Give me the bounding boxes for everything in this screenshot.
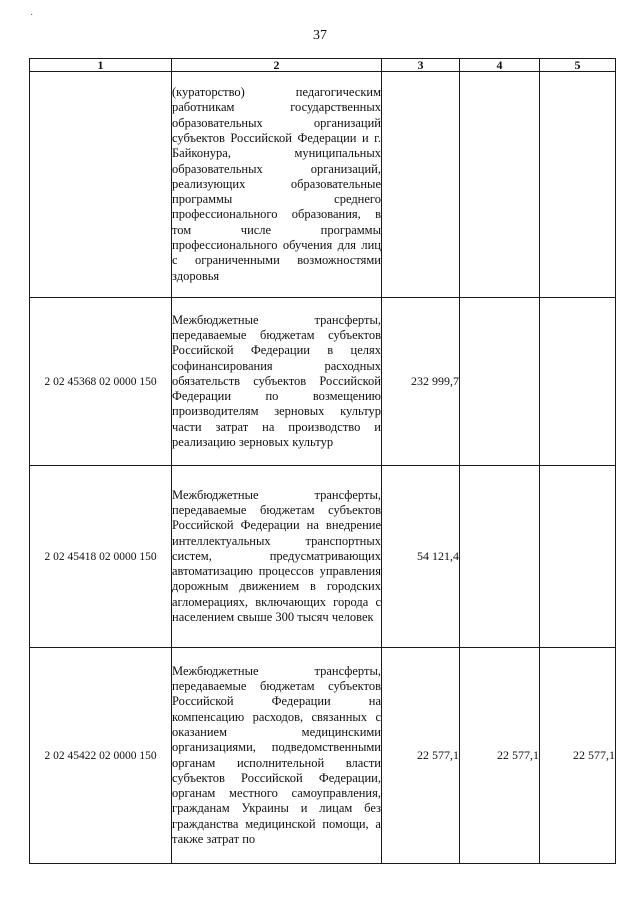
row-value-col5 [540,72,616,298]
row-value-col3: 22 577,1 [382,648,460,864]
row-description [172,648,382,864]
row-description-text: Межбюджетные трансферты, передаваемые бюджетам субъектов Российской Федерации в целях софинансирования расходных обязательств субъектов Российской Федерации по возмещению производителям зерновых культур части затрат на производство и реализацию зерновых культур [172,312,381,450]
budget-table [29,58,616,864]
header-col-3: 3 [382,59,460,72]
table-header [30,59,616,72]
scan-speck: · [30,10,34,21]
row-code: 2 02 45368 02 0000 150 [30,298,172,466]
header-col-2: 2 [172,59,382,72]
table-row [30,72,616,298]
row-description [172,298,382,466]
row-code: 2 02 45418 02 0000 150 [30,466,172,648]
row-value-col4 [460,72,540,298]
row-description-text: (кураторство) педагогическим работникам государственных образовательных организаций субъектов Российской Федерации и г. Байконура, муниципальных образовательных организаций, реализующих образовательные программы среднего профессионального образования, в том числе программы профессионального обучения для лиц с ограниченными возможностями здоровья [172,85,381,283]
row-value-col5: 22 577,1 [540,648,616,864]
row-value-col3: 54 121,4 [382,466,460,648]
header-col-1: 1 [30,59,172,72]
row-code [30,72,172,298]
row-value-col4: 22 577,1 [460,648,540,864]
row-value-col3 [382,72,460,298]
header-row [30,59,616,72]
row-description [172,72,382,298]
table-row [30,466,616,648]
table-body [30,72,616,864]
row-description-text: Межбюджетные трансферты, передаваемые бюджетам субъектов Российской Федерации на компенсацию расходов, связанных с оказанием медицинскими организациями, подведомственными органам исполнительной власти субъектов Российской Федерации, органам местного самоуправления, гражданам Украины и лицам без гражданства медицинской помощи, а также затрат по [172,663,381,846]
row-description-text: Межбюджетные трансферты, передаваемые бюджетам субъектов Российской Федерации на внедрение интеллектуальных транспортных систем, предусматривающих автоматизацию процессов управления дорожным движением в городских агломерациях, включающих города с населением свыше 300 тысяч человек [172,487,381,625]
table-row [30,648,616,864]
page-number: 37 [313,28,327,43]
header-col-5: 5 [540,59,616,72]
row-value-col3: 232 999,7 [382,298,460,466]
header-col-4: 4 [460,59,540,72]
table-row [30,298,616,466]
row-description [172,466,382,648]
row-value-col5 [540,298,616,466]
row-value-col4 [460,466,540,648]
row-value-col5 [540,466,616,648]
row-value-col4 [460,298,540,466]
row-code: 2 02 45422 02 0000 150 [30,648,172,864]
